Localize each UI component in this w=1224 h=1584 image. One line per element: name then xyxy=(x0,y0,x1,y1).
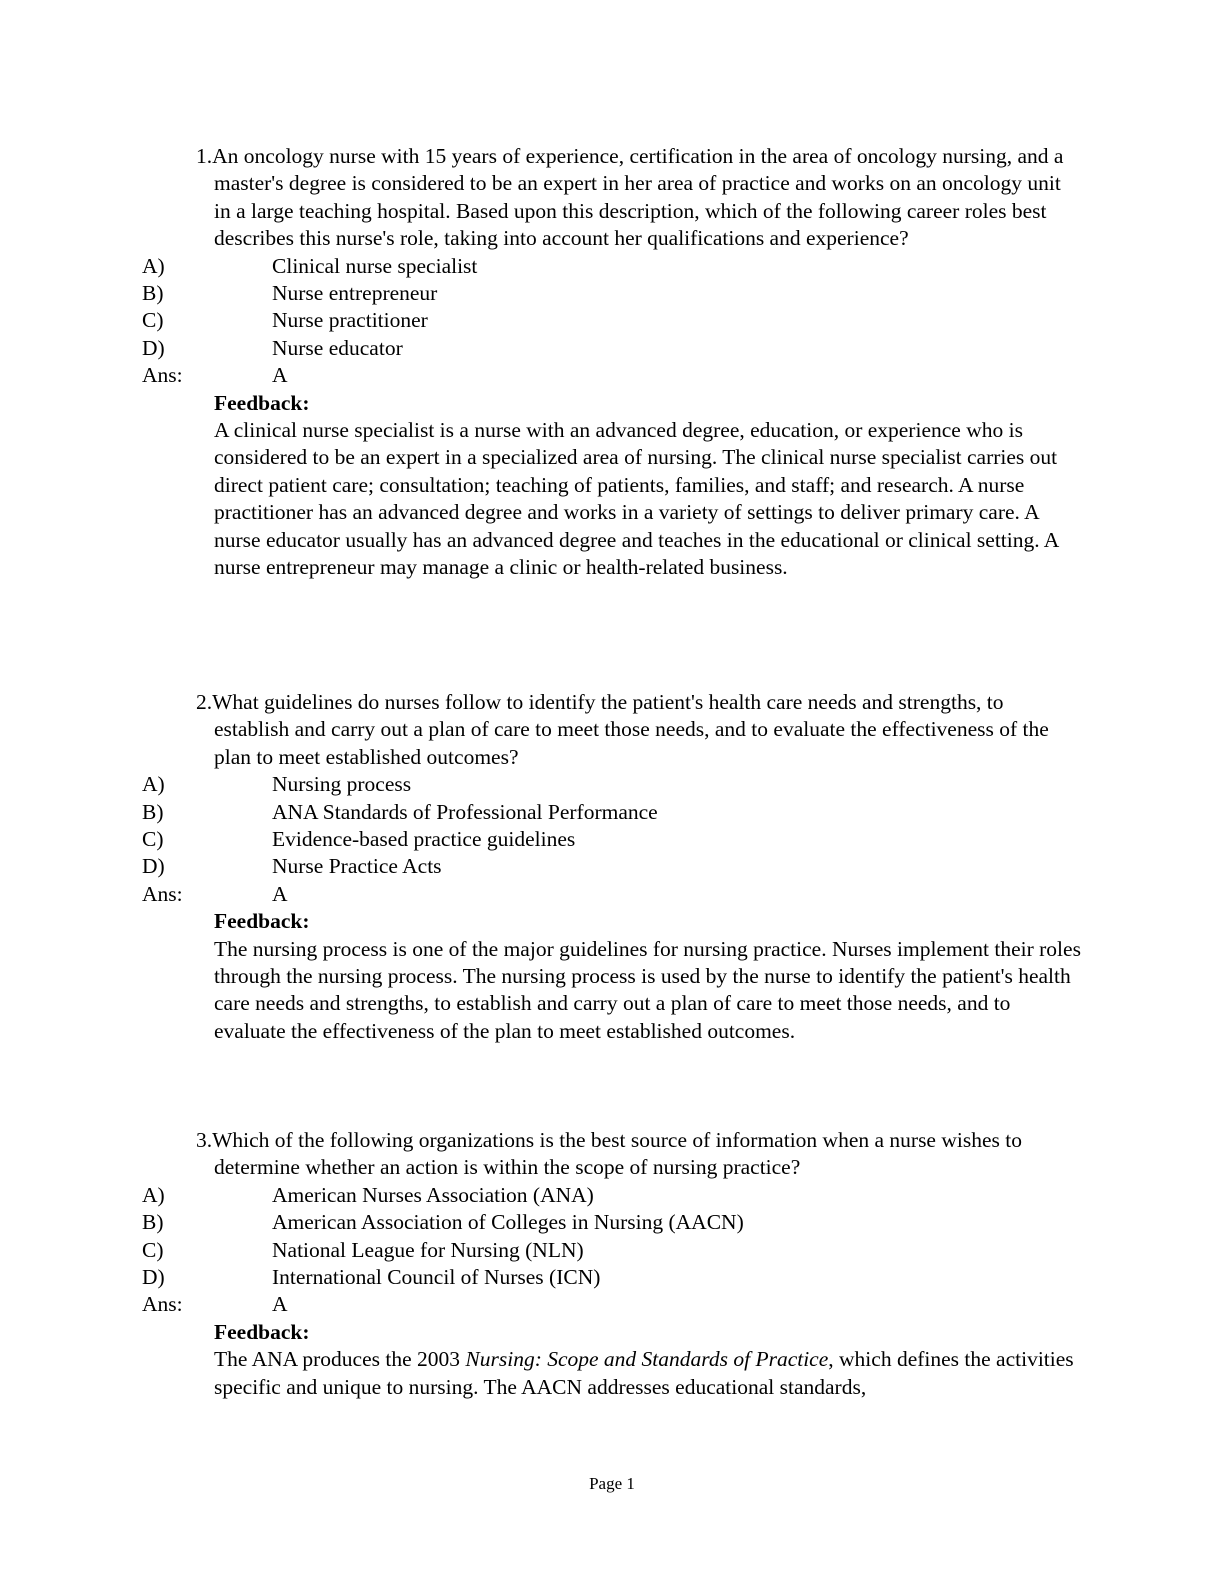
answer-row xyxy=(142,881,1082,908)
question-stem xyxy=(142,689,1082,771)
option-text: American Nurses Association (ANA) xyxy=(272,1182,594,1207)
option-d xyxy=(142,1264,1082,1291)
option-label: C) xyxy=(142,308,164,333)
option-c xyxy=(142,1237,1082,1264)
option-label: B) xyxy=(142,281,164,306)
option-a xyxy=(142,771,1082,798)
option-a xyxy=(142,253,1082,280)
option-label: A) xyxy=(142,772,165,797)
option-text: Clinical nurse specialist xyxy=(272,253,478,278)
question-3 xyxy=(142,1127,1082,1401)
option-text: Nursing process xyxy=(272,772,412,797)
feedback-text xyxy=(142,1346,1082,1401)
option-b xyxy=(142,1209,1082,1236)
option-label: B) xyxy=(142,1210,164,1235)
option-label: D) xyxy=(142,1265,165,1290)
question-text: Which of the following organizations is the best source of information when a nurse wishes to determine whether an action is within the scope of nursing practice? xyxy=(212,1128,1022,1180)
question-2 xyxy=(142,689,1082,1045)
answer-value: A xyxy=(272,363,288,388)
feedback-text-end: , which defines the activities specific and unique to nursing. The AACN addresses educational standards, xyxy=(214,1347,1074,1399)
page-number: Page 1 xyxy=(589,1474,635,1493)
publication-title: Nursing: Scope and Standards of Practice xyxy=(465,1347,829,1372)
option-label: D) xyxy=(142,854,165,879)
question-stem xyxy=(142,143,1082,253)
option-label: A) xyxy=(142,253,165,278)
option-text: Nurse educator xyxy=(272,335,403,360)
question-text: What guidelines do nurses follow to identify the patient's health care needs and strengths, to establish and carry out a plan of care to meet those needs, and to evaluate the effectiveness of the plan to meet established outcomes? xyxy=(212,690,1049,769)
option-d xyxy=(142,335,1082,362)
option-text: Nurse Practice Acts xyxy=(272,854,442,879)
question-number: 3. xyxy=(196,1128,213,1152)
answer-label: Ans: xyxy=(142,1292,183,1317)
option-c xyxy=(142,307,1082,334)
answer-label: Ans: xyxy=(142,881,183,906)
option-text: Nurse entrepreneur xyxy=(272,281,438,306)
answer-label: Ans: xyxy=(142,363,183,388)
option-text: Nurse practitioner xyxy=(272,308,428,333)
option-c xyxy=(142,826,1082,853)
option-text: National League for Nursing (NLN) xyxy=(272,1237,584,1262)
option-b xyxy=(142,280,1082,307)
feedback-text-start: The ANA produces the 2003 xyxy=(214,1347,466,1372)
option-text: American Association of Colleges in Nursing (AACN) xyxy=(272,1210,744,1235)
feedback-text: The nursing process is one of the major guidelines for nursing practice. Nurses implement their roles through the nursing process. The nursing process is used by the nurse to identify the patient's health care needs and strengths, to establish and carry out a plan of care to meet those needs, and to evaluate the effectiveness of the plan to meet established outcomes. xyxy=(214,936,1081,1043)
option-text: Evidence-based practice guidelines xyxy=(272,827,576,852)
option-text: International Council of Nurses (ICN) xyxy=(272,1265,601,1290)
answer-value: A xyxy=(272,1292,288,1317)
question-stem xyxy=(142,1127,1082,1182)
option-label: C) xyxy=(142,1237,164,1262)
option-label: A) xyxy=(142,1182,165,1207)
feedback-text: A clinical nurse specialist is a nurse with an advanced degree, education, or experience who is considered to be an expert in a specialized area of nursing. The clinical nurse specialist carries out direct patient care; consultation; teaching of patients, families, and staff; and research. A nurse practitioner has an advanced degree and works in a variety of settings to deliver primary care. A nurse educator usually has an advanced degree and teaches in the educational or clinical setting. A nurse entrepreneur may manage a clinic or health-related business. xyxy=(214,418,1059,580)
option-label: B) xyxy=(142,799,164,824)
question-1 xyxy=(142,143,1082,582)
answer-row xyxy=(142,1291,1082,1318)
question-number: 1. xyxy=(196,144,213,168)
option-label: C) xyxy=(142,827,164,852)
option-d xyxy=(142,853,1082,880)
option-text: ANA Standards of Professional Performance xyxy=(272,799,658,824)
feedback-heading: Feedback: xyxy=(214,390,310,415)
question-number: 2. xyxy=(196,690,213,714)
feedback-heading: Feedback: xyxy=(214,909,310,934)
option-b xyxy=(142,799,1082,826)
question-text: An oncology nurse with 15 years of experience, certification in the area of oncology nursing, and a master's degree is considered to be an expert in her area of practice and works on an oncology unit in a large teaching hospital. Based upon this description, which of the following career roles best describes this nurse's role, taking into account her qualifications and experience? xyxy=(212,144,1064,251)
answer-row xyxy=(142,362,1082,389)
answer-value: A xyxy=(272,881,288,906)
option-label: D) xyxy=(142,335,165,360)
option-a xyxy=(142,1182,1082,1209)
feedback-heading: Feedback: xyxy=(214,1319,310,1344)
